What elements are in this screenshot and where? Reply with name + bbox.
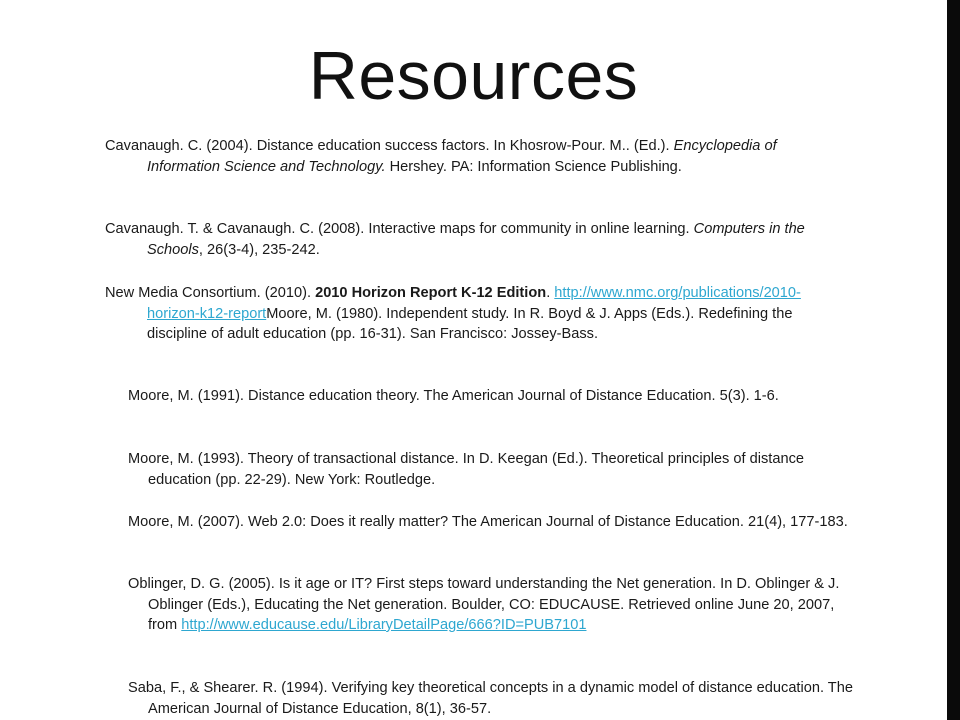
reference-text: Moore, M. (1980). Independent study. In R. Boyd & J. Apps (Eds.). Redefining the discipline of adult education (pp. 16-31). San Francisco: Jossey-Bass. (147, 305, 793, 342)
reference-cavanaugh-t-2008 (105, 219, 847, 260)
nmc-report-link[interactable]: http://www.nmc.org/publications/2010-horizon-k12-report (147, 285, 801, 322)
reference-text: , 26(3-4), 235-242. (198, 241, 320, 258)
reference-moore-2007 (128, 512, 854, 533)
reference-moore-1993 (128, 449, 854, 490)
reference-bold-title: 2010 Horizon Report K-12 Edition (315, 285, 547, 301)
reference-text: Moore, M. (1993). Theory of transactional distance. In D. Keegan (Ed.). Theoretical principles of distance education (pp. 22-29). New York: Routledge. (128, 451, 804, 488)
reference-text: Cavanaugh. C. (2004). Distance education success factors. In Khosrow-Pour. M.. (Ed.). (105, 138, 674, 154)
reference-text: Cavanaugh. T. & Cavanaugh. C. (2008). Interactive maps for community in online learning. (105, 221, 694, 237)
reference-text: Saba, F., & Shearer. R. (1994). Verifying key theoretical concepts in a dynamic model of distance education. The American Journal of Distance Education, 8(1), 36-57. (128, 680, 853, 717)
reference-text: New Media Consortium. (2010). (105, 285, 316, 301)
educause-library-link[interactable]: http://www.educause.edu/LibraryDetailPage/666?ID=PUB7101 (181, 617, 587, 633)
reference-nmc-2010 (105, 283, 847, 345)
reference-saba-1994 (128, 678, 854, 719)
reference-italic-title: Computers in the Schools (147, 221, 805, 258)
reference-cavanaugh-c-2004 (105, 136, 847, 177)
reference-moore-1991 (128, 386, 854, 407)
slide-title: Resources (308, 38, 639, 114)
reference-text: . (546, 285, 555, 301)
window-edge-bar (947, 0, 960, 720)
reference-italic-title: Encyclopedia of Information Science and Technology. (147, 138, 777, 175)
reference-oblinger-2005 (128, 574, 854, 636)
reference-text: Moore, M. (2007). Web 2.0: Does it really matter? The American Journal of Distance Education. 21(4), 177-183. (128, 514, 848, 530)
reference-text: Oblinger, D. G. (2005). Is it age or IT? First steps toward understanding the Net generation. In D. Oblinger & J. Oblinger (Eds.), Educating the Net generation. Boulder, CO: EDUCAUSE. Retrieved online June 20, 2007, from (128, 576, 840, 633)
reference-text: Hershey. PA: Information Science Publishing. (385, 158, 682, 175)
reference-text: Moore, M. (1991). Distance education theory. The American Journal of Distance Education. 5(3). 1-6. (128, 388, 779, 404)
